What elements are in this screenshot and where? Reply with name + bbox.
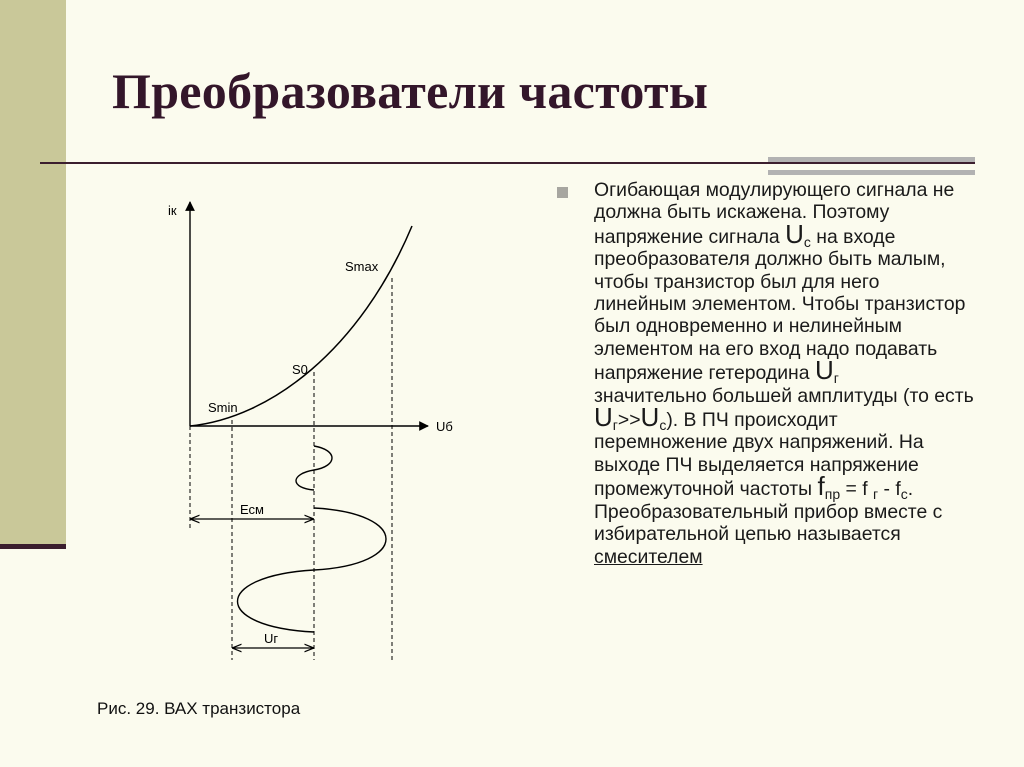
paragraph-part-1: Огибающая модулирующего сигнала не должна быть искажена. Поэтому напряжение сигнала	[594, 179, 955, 248]
x-axis-label: Uб	[436, 419, 453, 434]
figure-caption: Рис. 29. ВАХ транзистора	[97, 699, 301, 718]
subscript-g: г	[872, 486, 879, 503]
subscript-c: с	[803, 233, 811, 250]
side-band	[0, 0, 66, 548]
slide-title: Преобразователи частоты	[112, 63, 709, 119]
smax-label: Smax	[345, 259, 379, 274]
iv-curve	[190, 226, 412, 426]
title-divider	[40, 162, 975, 164]
equals-f: = f	[840, 478, 873, 501]
mixer-term: смесителем	[594, 545, 703, 568]
subscript-g: г	[612, 417, 618, 434]
y-axis-label: iк	[168, 203, 177, 218]
minus-f: - f	[878, 478, 901, 501]
accent-bar-bottom	[768, 170, 975, 175]
symbol-f: f	[817, 471, 825, 502]
bullet-square-icon	[557, 187, 568, 198]
ecm-label: Есм	[240, 502, 264, 517]
s0-label: S0	[292, 362, 308, 377]
symbol-u: U	[640, 402, 660, 433]
slide-paragraph	[594, 179, 974, 568]
symbol-u: U	[594, 402, 613, 433]
subscript-c: с	[900, 486, 908, 503]
much-greater-sign: >>	[617, 409, 641, 432]
symbol-u: U	[814, 355, 834, 386]
transistor-iv-diagram	[160, 190, 460, 670]
paragraph-part-5: . Преобразовательный прибор вместе с избирательной цепью называется	[594, 478, 943, 546]
smin-label: Smin	[208, 400, 238, 415]
subscript-c: с	[659, 417, 667, 434]
paragraph-part-2: на входе преобразователя должно быть малым, чтобы транзистор был для него линейным элементом. Чтобы транзистор был одновременно и нелинейным элементом на его вход надо подавать напряжение гетеродина	[594, 225, 966, 385]
subscript-pr: пр	[824, 486, 841, 503]
symbol-u: U	[785, 218, 804, 249]
accent-bar-top	[768, 157, 975, 162]
paragraph-part-3: значительно большей амплитуды (то есть	[594, 384, 974, 407]
ug-label: Uг	[264, 631, 279, 646]
side-band-rule	[0, 544, 66, 549]
paragraph-part-4: ). В ПЧ происходит перемножение двух напряжений. На выходе ПЧ выделяется напряжение промежуточной частоты	[594, 409, 924, 501]
heterodyne-sine-large	[238, 508, 387, 632]
subscript-g: г	[833, 370, 839, 387]
